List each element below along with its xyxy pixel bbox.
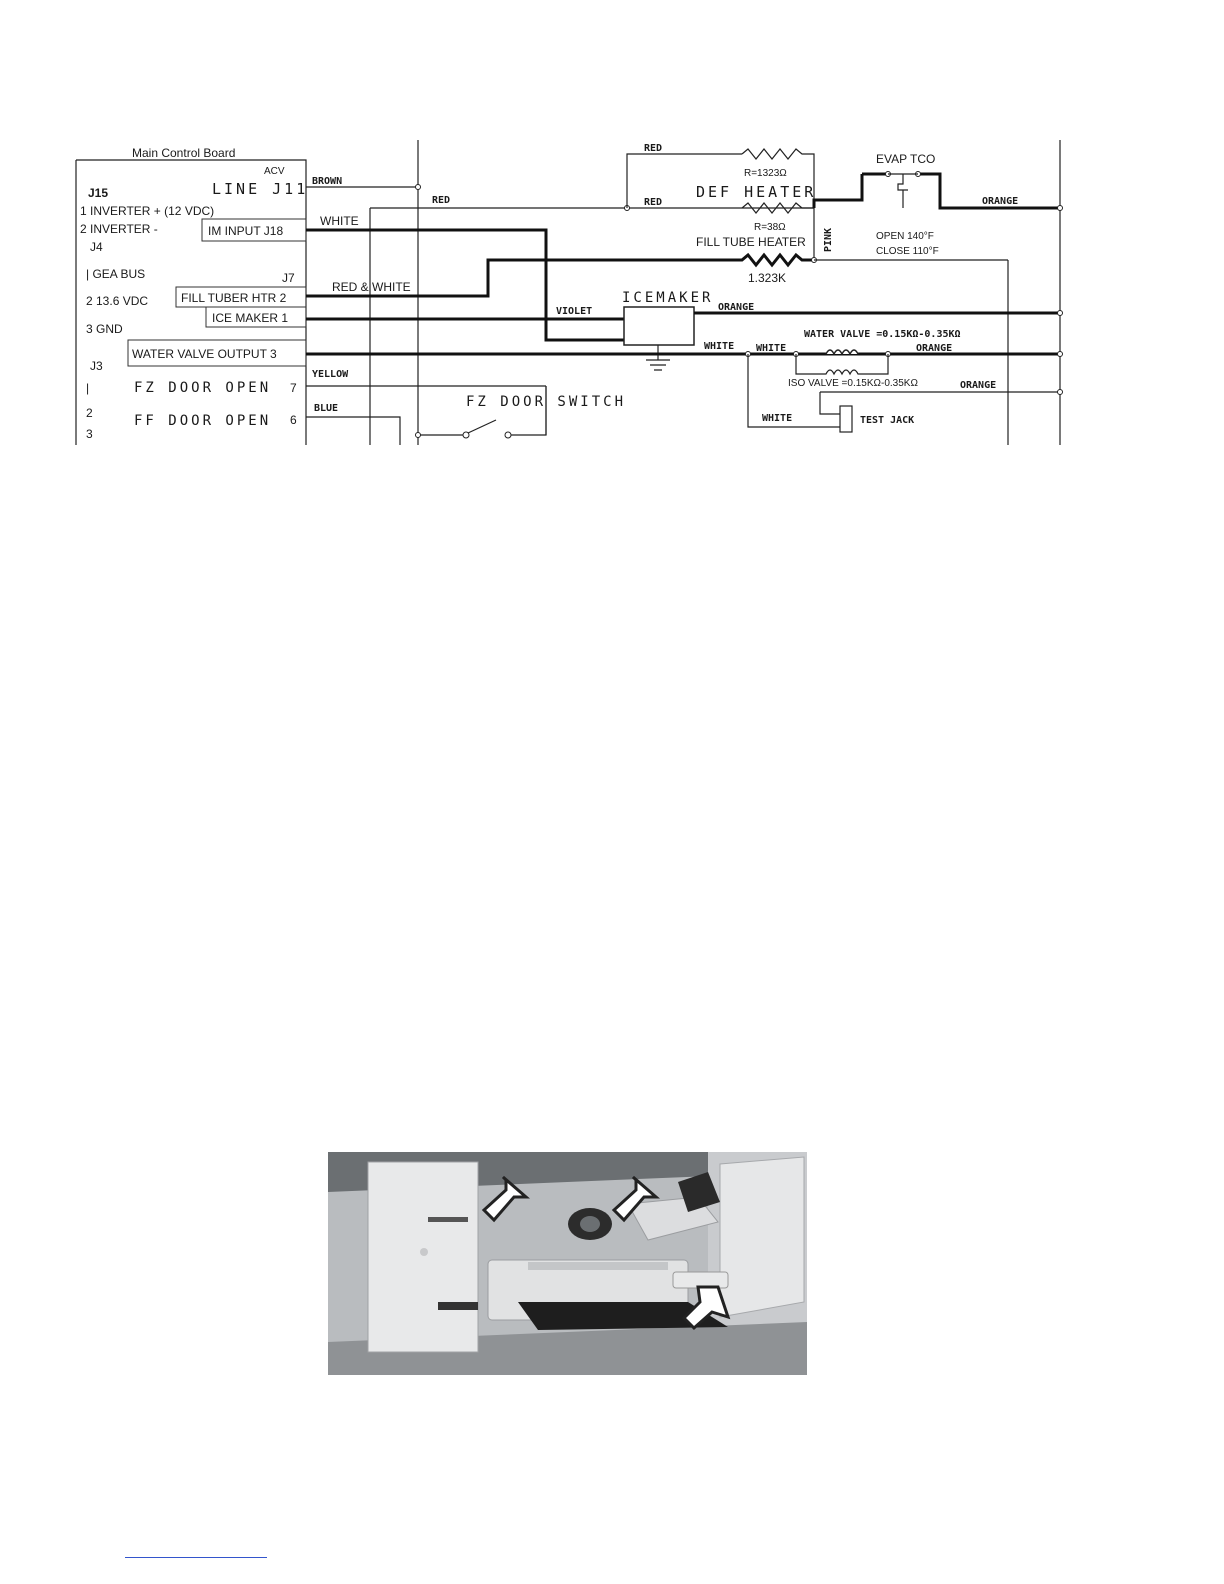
- ice-maker-1-label: ICE MAKER 1: [212, 311, 289, 325]
- test-jack: [840, 406, 852, 432]
- icemaker-box: [624, 307, 694, 345]
- evap-tco-wire: [862, 174, 1060, 208]
- wire-orange-ice-label: ORANGE: [718, 302, 755, 313]
- tco-close-label: CLOSE 110°F: [876, 246, 939, 257]
- j15-pin1: 1 INVERTER + (12 VDC): [80, 204, 215, 218]
- footer-link-underline[interactable]: [125, 1557, 267, 1558]
- fz-door-open-label: FZ DOOR OPEN: [134, 380, 272, 396]
- wire-red-top-label: RED: [644, 143, 663, 154]
- test-jack-label: TEST JACK: [860, 415, 915, 426]
- water-valve-coil: [826, 350, 858, 354]
- j3-pin3: 3: [86, 427, 93, 441]
- ground-symbol: [646, 345, 670, 370]
- line-j11-label: LINE J11: [212, 180, 309, 198]
- evap-tco-label: EVAP TCO: [876, 152, 936, 166]
- j3-pin2: 2: [86, 406, 93, 420]
- im-input-label: IM INPUT J18: [208, 224, 284, 238]
- fz-door-switch-label: FZ DOOR SWITCH: [466, 394, 627, 410]
- door-switch-blade: [468, 420, 496, 433]
- fz-door-open-pin: 7: [290, 381, 297, 395]
- acv-label: ACV: [264, 166, 285, 177]
- wire-red-white-label: RED & WHITE: [332, 280, 411, 294]
- board-title: Main Control Board: [132, 146, 236, 160]
- ff-door-open-label: FF DOOR OPEN: [134, 413, 272, 429]
- tco-open-label: OPEN 140°F: [876, 231, 934, 242]
- water-valve-label: WATER VALVE =0.15KΩ-0.35KΩ: [804, 329, 961, 340]
- j3-label: J3: [90, 359, 103, 373]
- icemaker-label: ICEMAKER: [622, 290, 714, 306]
- j15-pin2: 2 INVERTER -: [80, 222, 158, 236]
- water-valve-output-label: WATER VALVE OUTPUT 3: [132, 347, 277, 361]
- j4-label: J4: [90, 240, 103, 254]
- wire-white-4-label: WHITE: [762, 413, 793, 424]
- wire-orange-iso-label: ORANGE: [960, 380, 997, 391]
- j4-pin2: 2 13.6 VDC: [86, 294, 149, 308]
- r-1323-label: R=1323Ω: [744, 168, 787, 179]
- fill-tube-heater-label: FILL TUBE HEATER: [696, 235, 806, 249]
- wire-orange-wv-label: ORANGE: [916, 343, 953, 354]
- wire-white-3-label: WHITE: [756, 343, 787, 354]
- wire-blue-label: BLUE: [314, 403, 339, 414]
- k-1323-label: 1.323K: [748, 271, 787, 285]
- fill-tube-htr-label: FILL TUBER HTR 2: [181, 291, 287, 305]
- iso-valve-label: ISO VALVE =0.15KΩ-0.35KΩ: [788, 378, 918, 389]
- icemaker-photo: [328, 1152, 807, 1375]
- wire-orange-tco-label: ORANGE: [982, 196, 1019, 207]
- j7-label: J7: [282, 271, 295, 285]
- j4-pin3: 3 GND: [86, 322, 123, 336]
- wire-yellow-label: YELLOW: [312, 369, 349, 380]
- j3-pin1: |: [86, 381, 90, 395]
- wire-white-1-label: WHITE: [320, 214, 359, 228]
- iso-valve-coil: [796, 354, 888, 374]
- j15-label: J15: [88, 186, 109, 200]
- tco-switch-symbol: [888, 174, 918, 208]
- def-heater-label: DEF HEATER: [696, 183, 817, 201]
- wire-brown-label: BROWN: [312, 176, 343, 187]
- wiring-schematic: [60, 130, 1080, 445]
- wire-red-2-label: RED: [644, 197, 663, 208]
- wire-white-2-label: WHITE: [704, 341, 735, 352]
- j4-pin1: | GEA BUS: [86, 267, 146, 281]
- r-38-label: R=38Ω: [754, 222, 786, 233]
- icemaker-control-housing: [368, 1162, 478, 1352]
- ff-door-open-pin: 6: [290, 413, 297, 427]
- wire-violet-label: VIOLET: [556, 306, 593, 317]
- wire-pink-label: PINK: [823, 227, 834, 252]
- wire-red-label: RED: [432, 195, 451, 206]
